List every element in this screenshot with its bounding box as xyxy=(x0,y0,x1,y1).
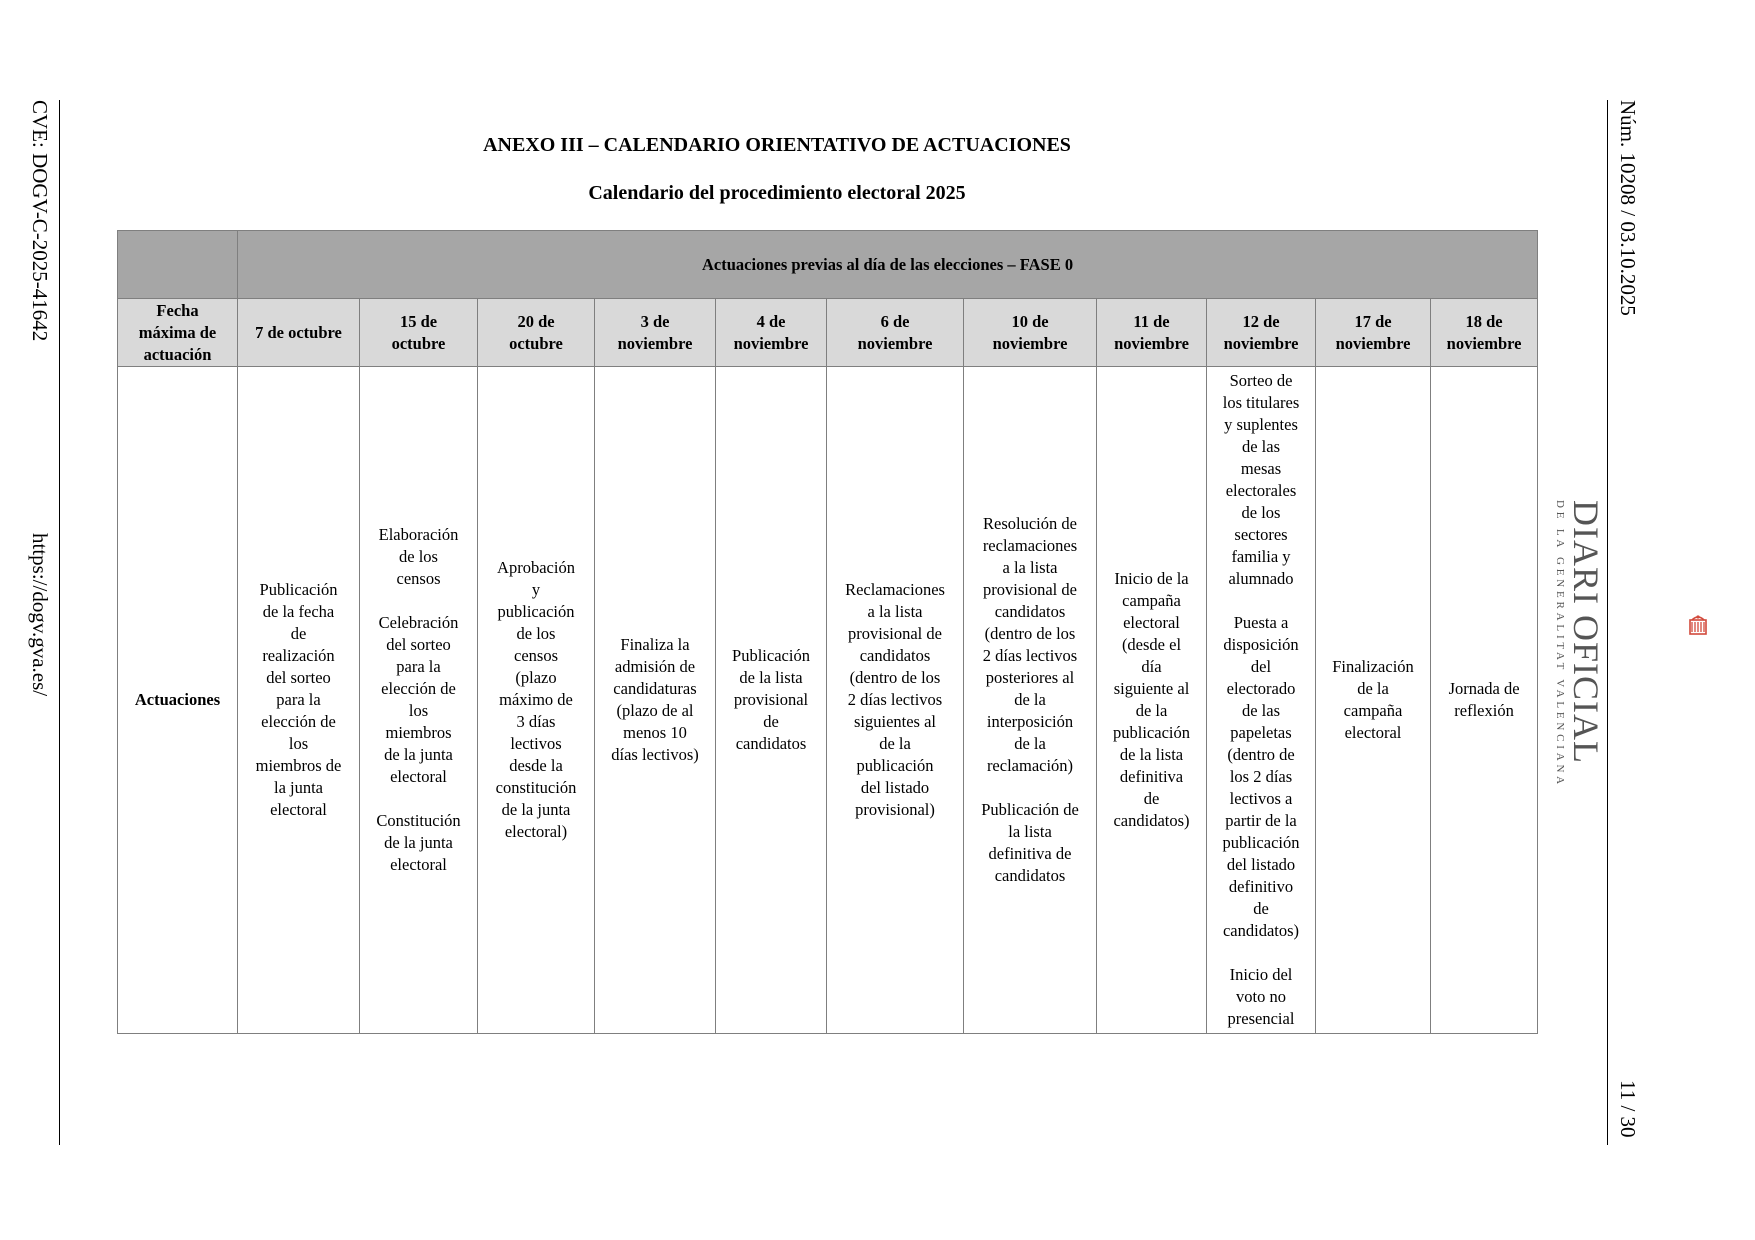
action-cell: Finaliza la admisión de candidaturas (plazo de al menos 10 días lectivos) xyxy=(595,367,716,1034)
date-cell: 20 de octubre xyxy=(478,299,595,367)
date-row-label: Fecha máxima de actuación xyxy=(118,299,238,367)
action-cell: Aprobación y publicación de los censos (plazo máximo de 3 días lectivos desde la constitución de la junta electoral) xyxy=(478,367,595,1034)
page-number: 11 / 30 xyxy=(1616,1080,1640,1138)
action-cell: Jornada de reflexión xyxy=(1431,367,1538,1034)
action-cell: Publicación de la fecha de realización del sorteo para la elección de los miembros de la junta electoral xyxy=(238,367,360,1034)
date-cell: 4 de noviembre xyxy=(716,299,827,367)
actions-row xyxy=(118,367,1538,1034)
cve-code: CVE: DOGV-C-2025-41642 xyxy=(28,100,52,342)
phase-header-corner xyxy=(118,231,238,299)
date-cell: 10 de noviembre xyxy=(964,299,1097,367)
gazette-url: https://dogv.gva.es/ xyxy=(28,533,52,697)
right-margin-rule xyxy=(1607,100,1608,1145)
date-row xyxy=(118,299,1538,367)
phase-header: Actuaciones previas al día de las elecciones – FASE 0 xyxy=(238,231,1538,299)
issue-number-date: Núm. 10208 / 03.10.2025 xyxy=(1616,100,1640,316)
action-cell: Inicio de la campaña electoral (desde el día siguiente al de la publicación de la lista definitiva de candidatos) xyxy=(1097,367,1207,1034)
phase-header-row xyxy=(118,231,1538,299)
logo-title: DIARI OFICIAL xyxy=(1566,500,1606,764)
diari-oficial-logo xyxy=(1554,500,1604,788)
action-cell: Publicación de la lista provisional de candidatos xyxy=(716,367,827,1034)
date-cell: 6 de noviembre xyxy=(827,299,964,367)
date-cell: 17 de noviembre xyxy=(1316,299,1431,367)
calendar-subtitle: Calendario del procedimiento electoral 2025 xyxy=(588,182,966,204)
actions-row-label: Actuaciones xyxy=(118,367,238,1034)
date-cell: 12 de noviembre xyxy=(1207,299,1316,367)
date-cell: 7 de octubre xyxy=(238,299,360,367)
generalitat-emblem-icon xyxy=(1688,614,1708,636)
action-cell: Resolución de reclamaciones a la lista provisional de candidatos (dentro de los 2 días lectivos posteriores al de la interposición de la reclamación) Publicación de la lista definitiva de candidatos xyxy=(964,367,1097,1034)
logo-subtitle: DE LA GENERALITAT VALENCIANA xyxy=(1554,500,1566,788)
left-margin-rule xyxy=(59,100,60,1145)
date-cell: 11 de noviembre xyxy=(1097,299,1207,367)
date-cell: 15 de octubre xyxy=(360,299,478,367)
action-cell: Elaboración de los censos Celebración del sorteo para la elección de los miembros de la junta electoral Constitución de la junta electoral xyxy=(360,367,478,1034)
action-cell: Sorteo de los titulares y suplentes de las mesas electorales de los sectores familia y alumnado Puesta a disposición del electorado de las papeletas (dentro de los 2 días lectivos a partir de la publicación del listado definitivo de candidatos) Inicio del voto no presencial xyxy=(1207,367,1316,1034)
date-cell: 3 de noviembre xyxy=(595,299,716,367)
annex-title: ANEXO III – CALENDARIO ORIENTATIVO DE ACTUACIONES xyxy=(483,134,1071,156)
action-cell: Reclamaciones a la lista provisional de candidatos (dentro de los 2 días lectivos siguientes al de la publicación del listado provisional) xyxy=(827,367,964,1034)
action-cell: Finalización de la campaña electoral xyxy=(1316,367,1431,1034)
electoral-calendar-table xyxy=(117,230,1538,1034)
date-cell: 18 de noviembre xyxy=(1431,299,1538,367)
